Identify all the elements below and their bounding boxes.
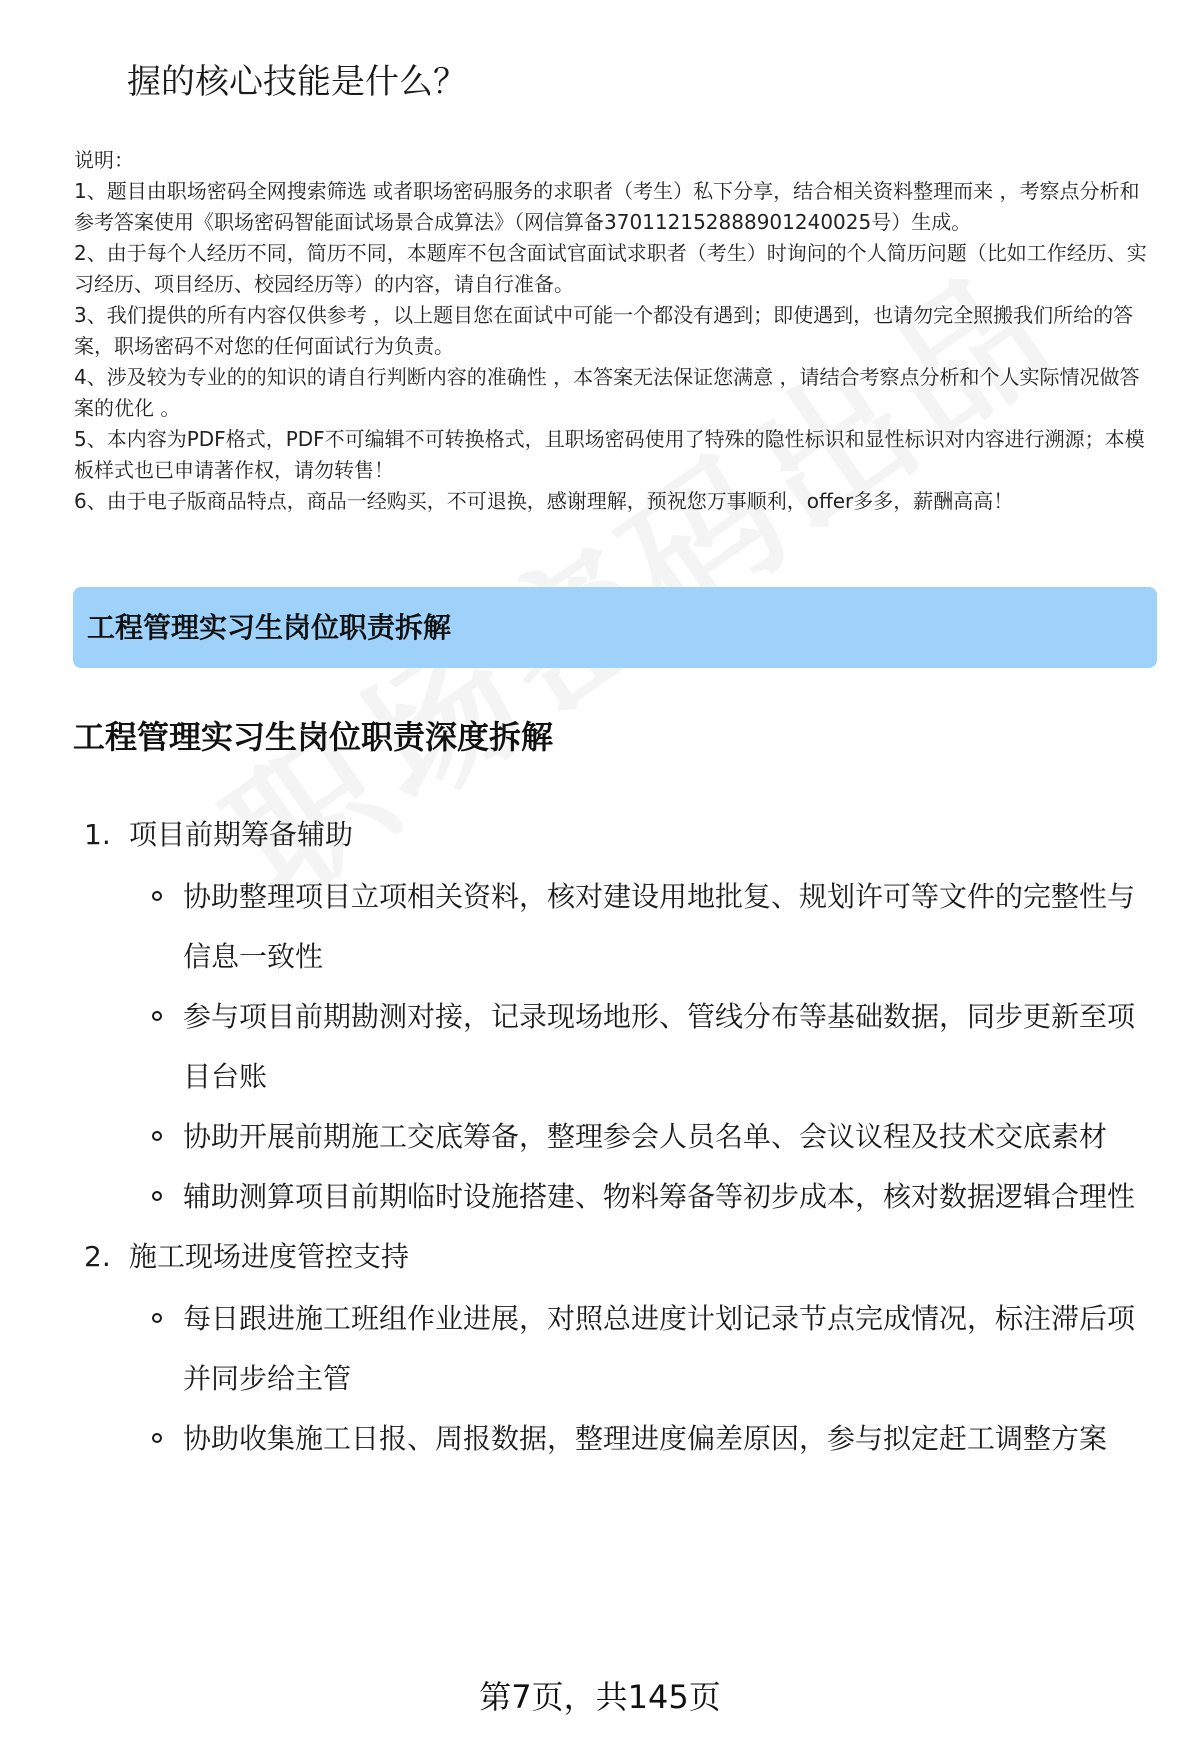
- outline-number: 1.: [84, 818, 111, 851]
- bullet-item: [84, 1167, 1144, 1227]
- bullet-item: [84, 1409, 1144, 1469]
- banner-title: 工程管理实习生岗位职责拆解: [87, 611, 452, 644]
- circle-bullet-icon: [152, 1131, 162, 1141]
- bullet-text: 协助收集施工日报、周报数据，整理进度偏差原因，参与拟定赶工调整方案: [183, 1422, 1108, 1455]
- note-item: 3、我们提供的所有内容仅供参考 ，以上题目您在面试中可能一个都没有遇到；即使遇到，也请勿完全照搬我们所给的答案，职场密码不对您的任何面试行为负责。: [74, 303, 1134, 358]
- section-banner: [73, 587, 1157, 668]
- section-heading: 工程管理实习生岗位职责深度拆解: [73, 718, 554, 756]
- circle-bullet-icon: [152, 1191, 162, 1201]
- bullet-text: 协助整理项目立项相关资料，核对建设用地批复、规划许可等文件的完整性与信息一致性: [183, 880, 1136, 973]
- circle-bullet-icon: [152, 891, 162, 901]
- note-item: 6、由于电子版商品特点，商品一经购买，不可退换，感谢理解，预祝您万事顺利，offer多多，薪酬高高！: [74, 489, 1014, 513]
- notes-heading: 说明：: [74, 148, 134, 172]
- note-item: 4、涉及较为专业的的知识的请自行判断内容的准确性 ，本答案无法保证您满意 ，请结合考察点分析和个人实际情况做答案的优化 。: [74, 365, 1140, 420]
- bullet-text: 每日跟进施工班组作业进展，对照总进度计划记录节点完成情况，标注滞后项并同步给主管: [183, 1302, 1136, 1395]
- bullet-text: 参与项目前期勘测对接，记录现场地形、管线分布等基础数据，同步更新至项目台账: [183, 1000, 1136, 1093]
- notes-block: [74, 145, 1154, 517]
- question-tail: 握的核心技能是什么？: [127, 62, 467, 102]
- duties-outline: [84, 811, 1144, 1475]
- page-number: 第7页，共145页: [479, 1678, 721, 1716]
- bullet-item: [84, 867, 1144, 987]
- circle-bullet-icon: [152, 1011, 162, 1021]
- bullet-text: 协助开展前期施工交底筹备，整理参会人员名单、会议议程及技术交底素材: [183, 1120, 1108, 1153]
- outline-item: [84, 1233, 1144, 1469]
- outline-number: 2.: [84, 1240, 111, 1273]
- bullet-item: [84, 1107, 1144, 1167]
- bullet-text: 辅助测算项目前期临时设施搭建、物料筹备等初步成本，核对数据逻辑合理性: [183, 1180, 1136, 1213]
- circle-bullet-icon: [152, 1433, 162, 1443]
- note-item: 5、本内容为PDF格式，PDF不可编辑不可转换格式，且职场密码使用了特殊的隐性标识和显性标识对内容进行溯源；本模板样式也已申请著作权，请勿转售！: [74, 427, 1145, 482]
- outline-label: 施工现场进度管控支持: [129, 1240, 410, 1273]
- bullet-item: [84, 1289, 1144, 1409]
- bullet-list: [84, 867, 1144, 1227]
- circle-bullet-icon: [152, 1313, 162, 1323]
- bullet-item: [84, 987, 1144, 1107]
- bullet-list: [84, 1289, 1144, 1469]
- outline-item: [84, 811, 1144, 1227]
- outline-label: 项目前期筹备辅助: [129, 818, 354, 851]
- note-item: 1、题目由职场密码全网搜索筛选 或者职场密码服务的求职者（考生）私下分享，结合相关资料整理而来 ，考察点分析和参考答案使用《职场密码智能面试场景合成算法》（网信算备370112152888901240025号）生成。: [74, 179, 1140, 234]
- note-item: 2、由于每个人经历不同，简历不同，本题库不包含面试官面试求职者（考生）时询问的个人简历问题（比如工作经历、实习经历、项目经历、校园经历等）的内容，请自行准备。: [74, 241, 1147, 296]
